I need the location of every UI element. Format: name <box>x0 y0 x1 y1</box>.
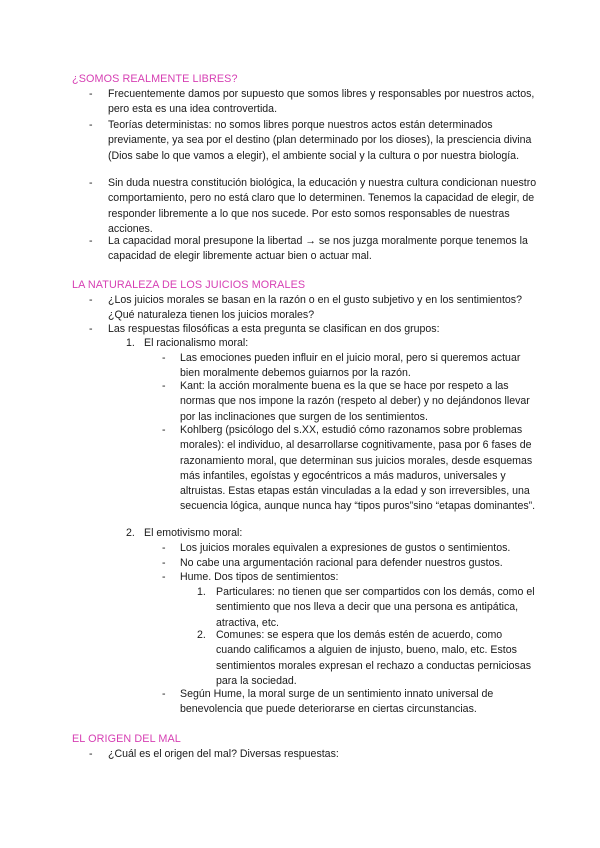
list-number: 1. <box>126 337 135 349</box>
list-marker: - <box>162 688 166 700</box>
list-item-text: Sin duda nuestra constitución biológica, la educación y nuestra cultura condicionan nuestro comportamiento, pero no está claro que lo determinen. Tenemos la capacidad de elegir, de responder libremente a lo que nos sucede. Por esto somos responsables de nuestras acciones. <box>108 177 537 235</box>
list-item-text: Teorías deterministas: no somos libres porque nuestros actos están determinados previamente, ya sea por el destino (plan determinado por los dioses), la presciencia divina (Dios sabe lo que vamos a elegir), el ambiente social y la cultura o por nuestra biología. <box>108 119 532 162</box>
list-item <box>162 541 538 556</box>
list-item-text: Según Hume, la moral surge de un sentimiento innato universal de benevolencia que puede deteriorarse en ciertas circunstancias. <box>180 688 494 716</box>
list-item <box>89 87 538 118</box>
list-item-text: Particulares: no tienen que ser compartidos con los demás, como el sentimiento que nos lleva a decir que una persona es antipática, atractiva, etc. <box>216 586 535 629</box>
list-marker: - <box>89 748 93 760</box>
list-item <box>89 322 538 337</box>
section-heading-origen-mal: EL ORIGEN DEL MAL <box>72 733 181 745</box>
list-marker: - <box>89 294 93 306</box>
list-marker: - <box>89 235 93 247</box>
list-item-text: Kant: la acción moralmente buena es la que se hace por respeto a las normas que nos impone la razón (respeto al deber) y no dejándonos llevar por las inclinaciones que surgen de los sentimientos. <box>180 380 530 423</box>
list-marker: - <box>162 557 166 569</box>
list-marker: - <box>89 119 93 131</box>
list-marker: - <box>89 323 93 335</box>
numbered-item <box>197 585 538 631</box>
list-item-text: El emotivismo moral: <box>144 527 243 539</box>
list-marker: - <box>162 542 166 554</box>
list-item <box>162 379 538 425</box>
numbered-item <box>126 336 538 351</box>
list-item <box>162 687 538 718</box>
list-item <box>162 351 538 382</box>
section-heading-libertad: ¿SOMOS REALMENTE LIBRES? <box>72 73 238 85</box>
list-item-text: Hume. Dos tipos de sentimientos: <box>180 571 339 583</box>
list-item-text: Los juicios morales equivalen a expresiones de gustos o sentimientos. <box>180 542 511 554</box>
list-item <box>89 118 538 164</box>
list-item-text: Las respuestas filosóficas a esta pregunta se clasifican en dos grupos: <box>108 323 440 335</box>
list-marker: - <box>89 177 93 189</box>
list-marker: - <box>162 424 166 436</box>
list-item <box>89 747 538 762</box>
list-number: 2. <box>126 527 135 539</box>
list-item-text: El racionalismo moral: <box>144 337 249 349</box>
list-item-text: ¿Cuál es el origen del mal? Diversas respuestas: <box>108 748 339 760</box>
list-item-text: Las emociones pueden influir en el juicio moral, pero si queremos actuar bien moralmente debemos guiarnos por la razón. <box>180 352 521 380</box>
list-marker: - <box>89 88 93 100</box>
list-item-text: La capacidad moral presupone la libertad → se nos juzga moralmente porque tenemos la capacidad de elegir libremente actuar bien o actuar mal. <box>108 235 528 263</box>
list-item <box>162 570 538 585</box>
list-item <box>89 293 538 324</box>
list-marker: - <box>162 380 166 392</box>
list-number: 1. <box>197 586 206 598</box>
list-item <box>89 176 538 237</box>
list-item-text: Frecuentemente damos por supuesto que somos libres y responsables por nuestros actos, pero esta es una idea controvertida. <box>108 88 535 116</box>
numbered-item <box>126 526 538 541</box>
list-item-text: No cabe una argumentación racional para defender nuestros gustos. <box>180 557 503 569</box>
list-marker: - <box>162 352 166 364</box>
list-item <box>89 234 538 265</box>
list-item-text: Kohlberg (psicólogo del s.XX, estudió cómo razonamos sobre problemas morales): el individuo, al desarrollarse cognitivamente, pasa por 6 fases de razonamiento moral, que determinan sus juicios morales, desde esquemas más infantiles, egoístas y egocéntricos a más maduros, universales y altruistas. Estas etapas están vinculadas a la edad y son irreversibles, una secuencia lógica, aunque nunca hay “tipos puros”sino “etapas dominantes”. <box>180 424 536 513</box>
list-item <box>162 556 538 571</box>
list-marker: - <box>162 571 166 583</box>
numbered-item <box>197 628 538 689</box>
list-number: 2. <box>197 629 206 641</box>
list-item-text: ¿Los juicios morales se basan en la razón o en el gusto subjetivo y en los sentimientos? ¿Qué naturaleza tienen los juicios morales? <box>108 294 522 322</box>
list-item-text: Comunes: se espera que los demás estén de acuerdo, como cuando calificamos a alguien de injusto, bueno, malo, etc. Estos sentimientos morales expresan el rechazo a conductas perniciosas para la sociedad. <box>216 629 532 687</box>
section-heading-juicios-morales: LA NATURALEZA DE LOS JUICIOS MORALES <box>72 279 306 291</box>
list-item <box>162 423 538 515</box>
